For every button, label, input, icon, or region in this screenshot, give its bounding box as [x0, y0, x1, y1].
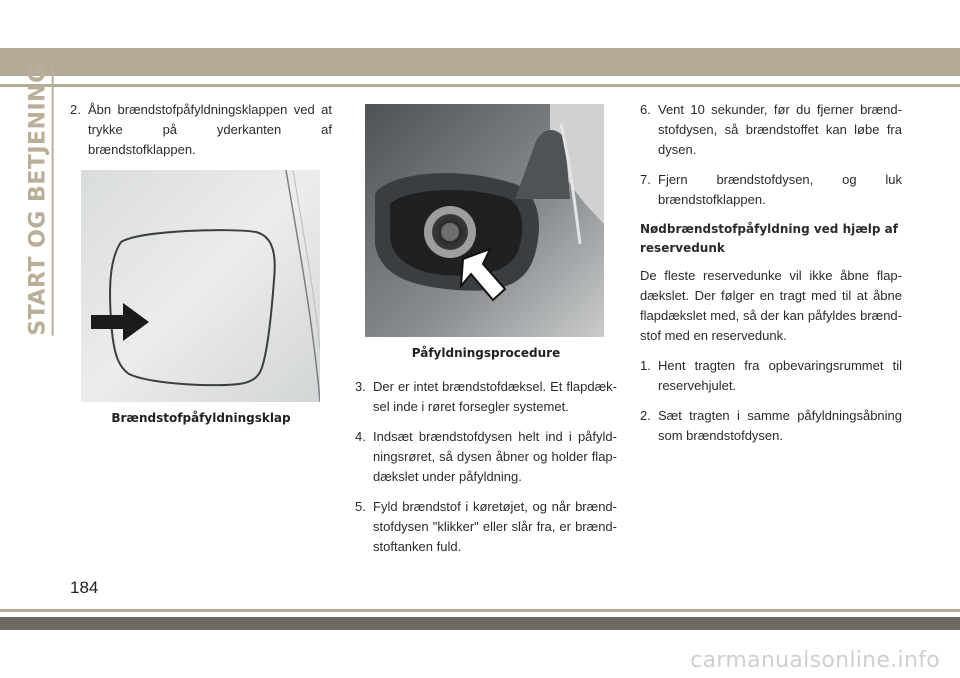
section-tab	[25, 64, 55, 336]
photo-caption: Brændstofpåfyldningsklap	[111, 411, 291, 425]
step-text: Fjern brændstofdysen, og luk brændstofklappen.	[658, 172, 902, 207]
step-text: Vent 10 sekunder, før du fjerner brændstofdysen, så brændstoffet kan løbe fra dysen.	[658, 102, 902, 157]
step-text: Hent tragten fra opbevaringsrummet til reservehjulet.	[658, 358, 902, 393]
step-number: 2.	[640, 408, 651, 423]
step-text: Sæt tragten i samme påfyldningsåbning som brændstofdysen.	[658, 408, 902, 443]
step-1	[640, 356, 902, 396]
step-text: Der er intet brændstofdæksel. Et flapdæksel inde i røret forsegler systemet.	[373, 379, 617, 414]
step-4	[355, 427, 617, 487]
step-number: 4.	[355, 429, 366, 444]
step-text: Åbn brændstofpåfyldningsklappen ved at trykke på yderkanten af brændstofklappen.	[88, 102, 332, 157]
footer-rule	[0, 609, 960, 612]
body-paragraph: De fleste reservedunke vil ikke åbne flapdækslet. Der følger en tragt med til at åbne flapdækslet med, så der kan påfyldes brændstof med en reservedunk.	[640, 268, 902, 343]
section-tab-label: START OG BETJENING	[26, 64, 54, 335]
step-text: Indsæt brændstofdysen helt ind i påfyldningsrøret, så dysen åbner og holder flapdækslet under påfyldning.	[373, 429, 617, 484]
watermark: carmanualsonline.info	[690, 648, 940, 673]
step-7	[640, 170, 902, 210]
step-number: 6.	[640, 102, 651, 117]
step-6	[640, 100, 902, 160]
page-number: 184	[70, 578, 99, 597]
step-text: Fyld brændstof i køretøjet, og når brændstofdysen "klikker" eller slår fra, er brændstoftanken fuld.	[373, 499, 617, 554]
step-2	[70, 100, 332, 160]
left-column	[70, 100, 332, 428]
step-number: 3.	[355, 379, 366, 394]
step-2b	[640, 406, 902, 446]
step-number: 7.	[640, 172, 651, 187]
step-number: 5.	[355, 499, 366, 514]
header-band	[0, 48, 960, 76]
step-number: 2.	[70, 102, 81, 117]
refuel-procedure-photo	[365, 104, 604, 337]
step-number: 1.	[640, 358, 651, 373]
middle-column	[355, 104, 617, 567]
photo-caption: Påfyldningsprocedure	[411, 346, 561, 360]
step-5	[355, 497, 617, 557]
footer-band	[0, 617, 960, 630]
header-rule	[0, 84, 960, 87]
right-column	[640, 100, 902, 456]
fuel-door-photo	[81, 170, 320, 402]
step-3	[355, 377, 617, 417]
section-heading: Nødbrændstofpåfyldning ved hjælp af reservedunk	[640, 222, 898, 255]
